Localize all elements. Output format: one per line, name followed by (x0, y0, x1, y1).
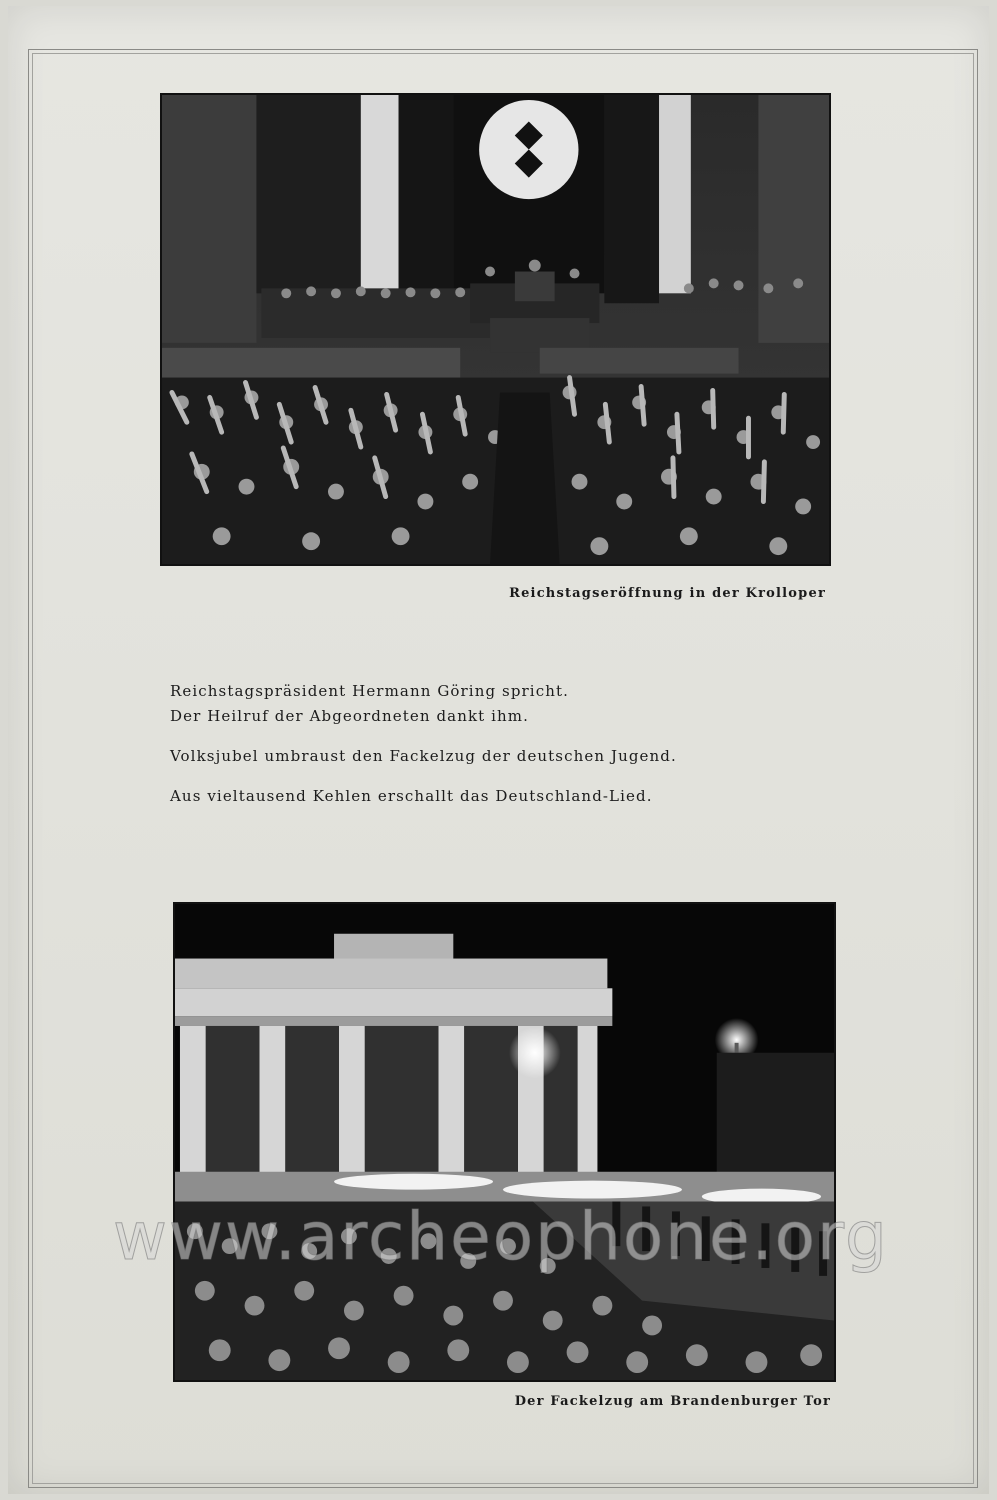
body-text (170, 682, 677, 805)
watermark: www.archeophone.org (113, 1198, 889, 1275)
reichstag-session-image (162, 95, 829, 564)
photo-brandenburg-gate (173, 902, 836, 1382)
caption-reichstag-session: Reichstagseröffnung in der Krolloper (509, 586, 826, 601)
text-line-1: Reichstagspräsident Hermann Göring spricht. (170, 682, 569, 700)
page (8, 6, 989, 1494)
text-line-2: Der Heilruf der Abgeordneten dankt ihm. (170, 707, 529, 725)
caption-brandenburg-gate: Der Fackelzug am Brandenburger Tor (514, 1394, 831, 1409)
photo-reichstag-session (160, 93, 831, 566)
text-line-4: Aus vieltausend Kehlen erschallt das Deutschland-Lied. (170, 787, 653, 805)
brandenburg-gate-image (175, 904, 834, 1380)
text-line-3: Volksjubel umbraust den Fackelzug der deutschen Jugend. (170, 747, 677, 765)
